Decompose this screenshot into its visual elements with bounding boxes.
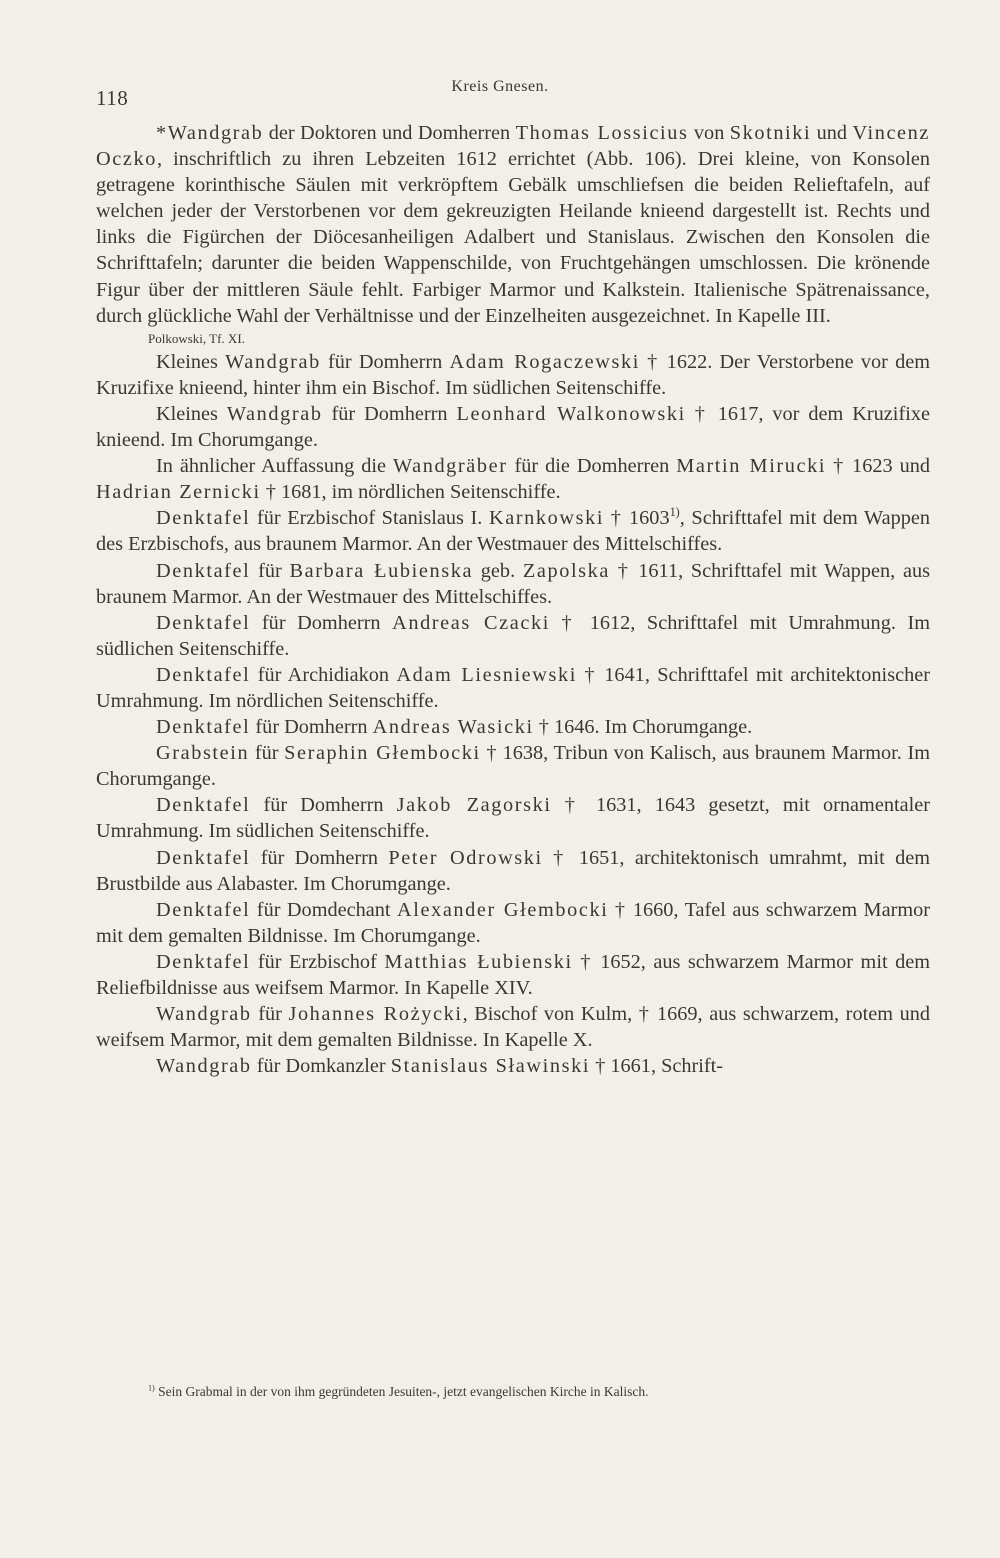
spaced-term: Wandgrab [156,1055,252,1078]
paragraph [96,1053,930,1079]
paragraph [96,401,930,453]
text: † 1681, im nördlichen Seitenschiffe. [260,481,561,504]
paragraph [96,558,930,610]
text: für Domherrn [250,794,397,817]
paragraph [96,505,930,557]
paragraph [96,714,930,740]
paragraph [96,349,930,401]
spaced-name: Vincenz Oczko [96,122,931,171]
running-head: Kreis Gnesen. [451,78,549,95]
text: † 1623 und [826,455,931,478]
text: Kleines [156,350,226,373]
paragraph [96,792,930,844]
spaced-term: Denktafel [156,611,251,634]
spaced-term: Wandgrab [156,1003,252,1026]
spaced-name: Skotniki [729,122,812,144]
body-text [96,120,930,1079]
spaced-term: Wandgrab [226,402,323,425]
footnote-ref: 1) [669,505,680,520]
text: für Domherrn [250,716,373,739]
text: für Domherrn [250,611,393,634]
text: für Erzbischof Stanislaus I. [250,507,489,530]
spaced-name: Andreas Wasicki [372,716,534,739]
spaced-term: Denktafel [156,663,251,686]
paragraph [96,120,930,329]
spaced-term: *Wandgrab [156,122,264,144]
spaced-name: Hadrian Zernicki [96,481,261,504]
text: für [249,742,285,765]
spaced-name: Barbara Łubienska [289,559,474,582]
text: † 1603 [604,507,670,530]
text: † 1660, Tafel aus schwarzem Marmor mit dem gemalten Bildnisse. Im Chorumgange. [96,898,931,947]
text: Kleines [156,402,227,425]
text: für [250,559,290,582]
text: für die Domherren [507,455,677,478]
text: für Domkanzler [251,1055,391,1078]
spaced-name: Jakob Zagorski [396,794,552,817]
spaced-name: Peter Odrowski [388,846,543,869]
spaced-term: Denktafel [156,716,251,739]
text: für Domherrn [250,846,389,869]
spaced-term: Denktafel [156,794,251,817]
text: † 1641, Schrifttafel mit architektonischer Umrahmung. Im nördlichen Seitenschiffe. [96,663,930,712]
text: † 1661, Schrift- [590,1055,724,1078]
spaced-name: Thomas Lossicius [515,122,689,144]
spaced-term: Denktafel [156,898,251,921]
spaced-name: Johannes Rożycki [288,1003,463,1026]
spaced-term: Denktafel [156,507,251,530]
text: , Schrifttafel mit dem Wappen des Erzbischofs, aus braunem Marmor. An der Westmauer des Mittelschiffes. [96,507,931,556]
spaced-name: Adam Rogaczewski [449,350,640,373]
text: geb. [473,559,523,582]
text: für [251,1003,289,1026]
text: † 1646. Im Chorumgange. [533,716,753,739]
text: , Bischof von Kulm, † 1669, aus schwarzem, rotem und weifsem Marmor, mit dem gemalten Bildnisse. In Kapelle X. [96,1003,930,1052]
text: für Domherrn [322,402,457,425]
text: für Domdechant [250,898,397,921]
text: † 1651, architektonisch umrahmt, mit dem Brustbilde aus Alabaster. Im Chorumgange. [96,846,930,895]
paragraph [96,453,930,505]
spaced-term: Wandgräber [392,455,508,478]
spaced-term: Denktafel [156,846,251,869]
spaced-name: Alexander Głembocki [397,898,609,921]
spaced-name: Seraphin Głembocki [284,742,481,765]
paragraph [96,1001,930,1053]
text: und [811,122,853,144]
text: für Erzbischof [250,950,385,973]
text: † 1612, Schrifttafel mit Umrahmung. Im südlichen Seitenschiffe. [96,611,930,660]
spaced-name: Adam Liesniewski [396,663,578,686]
text: , inschriftlich zu ihren Lebzeiten 1612 errichtet (Abb. 106). Drei kleine, von Konsolen getragene korinthische Säulen mit verkröpftem Gebälk umschliefsen die beiden Relieftafeln, auf welchen jeder der Verstorbenen vor dem gekreuzigten Heilande knieend dargestellt ist. Rechts und links die Figürchen der Diöcesanheiligen Adalbert und Stanislaus. Zwischen den Konsolen die Schrifttafeln; darunter die beiden Wappenschilde, von Fruchtgehängen umschlossen. Die krönende Figur über der mittleren Säule fehlt. Farbiger Marmor und Kalkstein. Italienische Spätrenaissance, durch glückliche Wahl der Verhältnisse und der Einzelheiten ausgezeichnet. In Kapelle III. [96,148,930,327]
text: † 1638, Tribun von Kalisch, aus braunem Marmor. Im Chorumgange. [96,742,930,791]
paragraph [96,897,930,949]
spaced-name: Zapolska [522,559,611,582]
text: † 1631, 1643 gesetzt, mit ornamentaler Umrahmung. Im südlichen Seitenschiffe. [96,794,930,843]
page-number: 118 [96,86,129,110]
spaced-term: Grabstein [156,742,250,765]
paragraph [96,662,930,714]
spaced-name: Andreas Czacki [392,611,550,634]
spaced-name: Karnkowski [488,507,605,530]
spaced-term: Denktafel [156,950,251,973]
text: von [688,122,730,144]
text: der Doktoren und Domherren [263,122,516,144]
spaced-name: Matthias Łubienski [384,950,573,973]
text: † 1652, aus schwarzem Marmor mit dem Reliefbildnisse aus weifsem Marmor. In Kapelle XIV. [96,950,930,999]
spaced-name: Leonhard Walkonowski [456,402,686,425]
paragraph [96,610,930,662]
text: für Domherrn [320,350,450,373]
text: † 1622. Der Verstorbene vor dem Kruzifixe knieend, hinter ihm ein Bischof. Im südlichen Seitenschiffe. [96,350,930,399]
text: † 1617, vor dem Kruzifixe knieend. Im Chorumgange. [96,402,930,452]
paragraph [96,845,930,897]
spaced-term: Denktafel [156,559,251,582]
spaced-name: Stanislaus Sławinski [390,1055,591,1078]
footnote-text: Sein Grabmal in der von ihm gegründeten Jesuiten-, jetzt evangelischen Kirche in Kalisch. [154,1384,649,1399]
spaced-term: Wandgrab [225,350,321,373]
text: In ähnlicher Auffassung die [156,455,393,478]
footnote-mark: 1) [148,1383,155,1393]
paragraph [96,740,930,792]
spaced-name: Martin Mirucki [676,455,827,478]
footnote [148,1383,928,1401]
paragraph [96,949,930,1001]
reference: Polkowski, Tf. XI. [148,330,245,346]
text: für Archidiakon [250,663,397,686]
text: † 1611, Schrifttafel mit Wappen, aus braunem Marmor. An der Westmauer des Mittelschiffes. [96,559,931,608]
